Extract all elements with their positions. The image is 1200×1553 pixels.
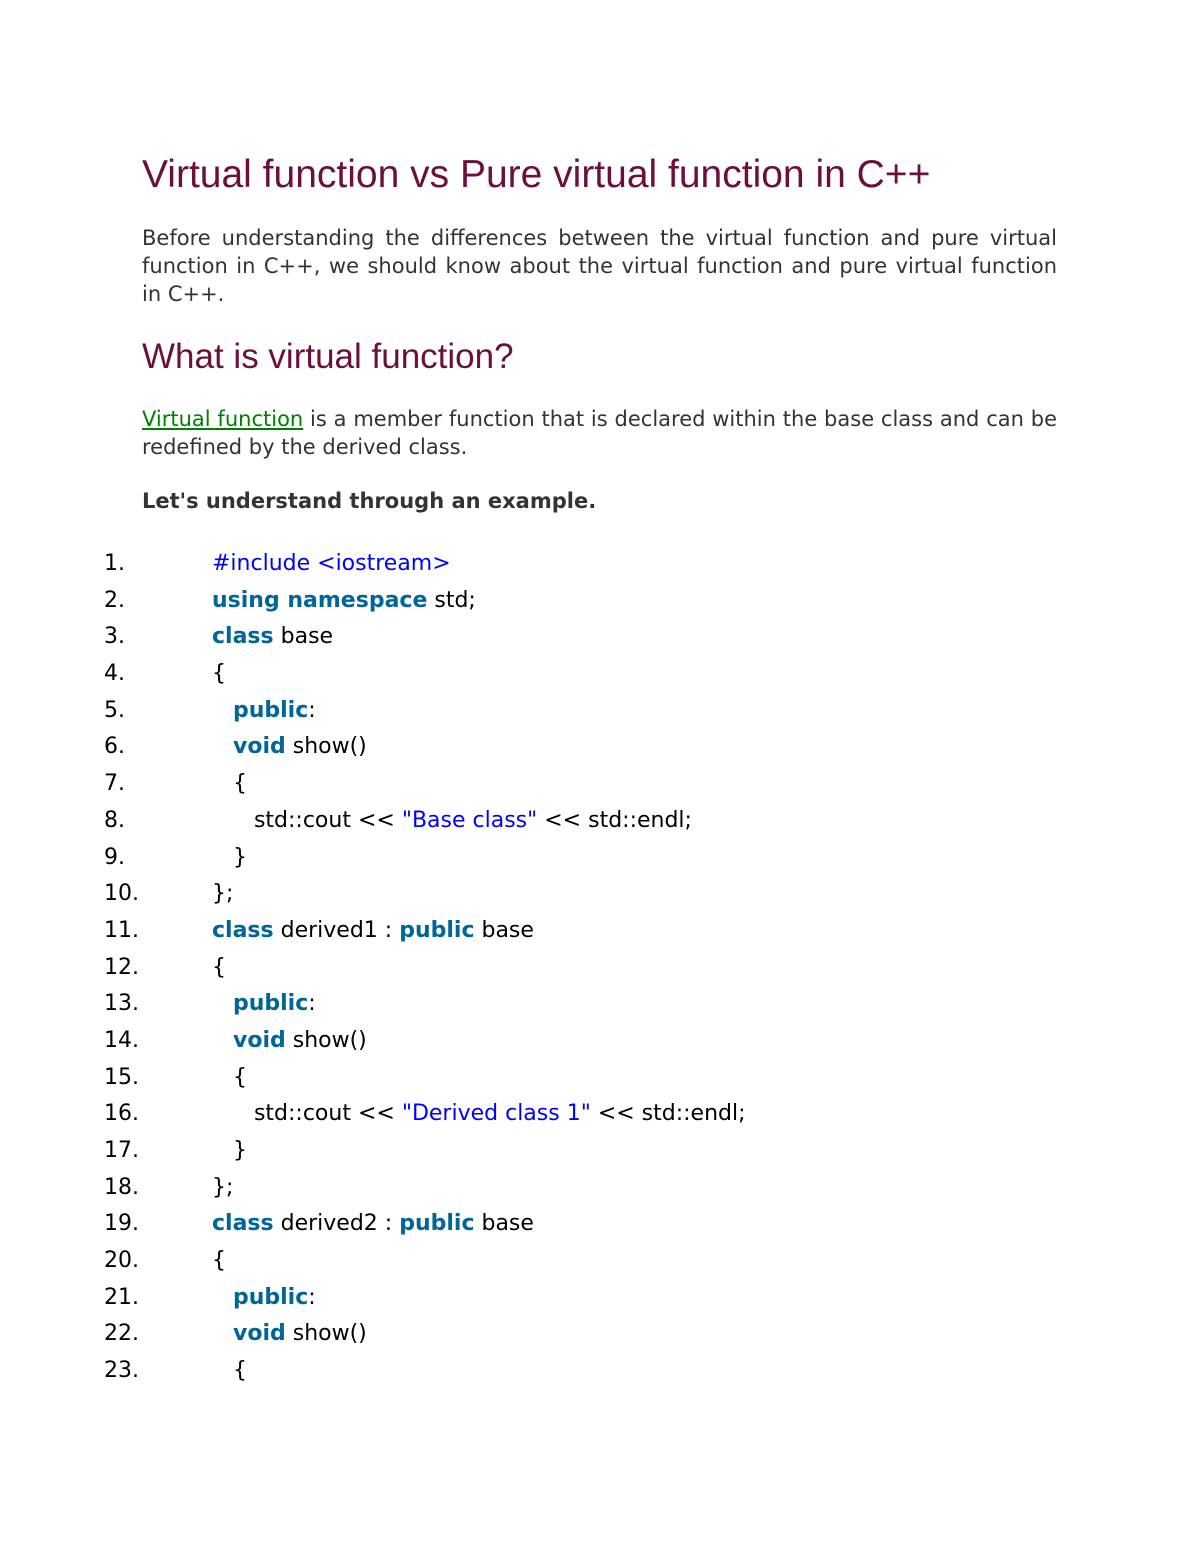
code-line [0, 803, 1200, 840]
section-heading: What is virtual function? [142, 337, 514, 376]
code-plain: base [273, 624, 334, 650]
code-keyword: void [232, 734, 286, 760]
code-plain [212, 1321, 233, 1346]
code-plain: << std::endl; [537, 807, 692, 833]
code-text [212, 693, 316, 730]
code-plain: base [474, 1211, 534, 1237]
code-text [212, 1133, 247, 1170]
code-plain: }; [212, 1174, 234, 1200]
code-preprocessor: #include <iostream> [212, 551, 451, 576]
code-keyword: public [232, 697, 309, 723]
code-plain: { [212, 1358, 247, 1384]
code-text [212, 1060, 247, 1097]
code-line [0, 840, 1200, 877]
line-number: 18. [104, 1174, 139, 1200]
code-plain: std; [427, 587, 476, 613]
code-plain: show() [285, 734, 367, 760]
code-plain: { [212, 1064, 247, 1090]
code-listing [0, 546, 1200, 1390]
code-line [0, 1280, 1200, 1317]
code-plain: std::cout << [212, 807, 402, 833]
line-number: 12. [104, 954, 139, 980]
line-number: 14. [104, 1027, 139, 1053]
code-keyword: public [399, 917, 475, 943]
code-text [212, 986, 316, 1023]
definition-paragraph [142, 405, 1057, 461]
code-text [212, 803, 692, 840]
code-plain: : [308, 697, 316, 723]
code-text [212, 1353, 247, 1390]
code-text [212, 1316, 367, 1353]
code-text [212, 583, 476, 620]
code-plain: { [212, 954, 226, 980]
code-plain: derived1 : [273, 917, 400, 943]
code-line [0, 1133, 1200, 1170]
code-text [212, 1243, 226, 1280]
code-keyword: public [232, 1284, 309, 1310]
code-text [212, 913, 534, 950]
line-number: 23. [104, 1358, 139, 1384]
line-number: 11. [104, 917, 139, 943]
line-number: 4. [104, 661, 125, 687]
code-keyword: class [212, 624, 274, 650]
line-number: 9. [104, 844, 125, 870]
example-lead: Let's understand through an example. [142, 489, 597, 513]
code-line [0, 729, 1200, 766]
code-plain: } [212, 1138, 247, 1163]
code-plain: }; [212, 881, 234, 907]
code-text [212, 766, 247, 803]
code-keyword: using namespace [212, 587, 428, 613]
line-number: 17. [104, 1138, 139, 1163]
code-keyword: void [232, 1321, 286, 1347]
code-line [0, 546, 1200, 583]
code-plain [212, 734, 233, 759]
line-number: 8. [104, 807, 125, 833]
code-line [0, 693, 1200, 730]
line-number: 3. [104, 624, 125, 650]
code-line [0, 1023, 1200, 1060]
line-number: 2. [104, 587, 125, 613]
code-text [212, 656, 226, 693]
code-keyword: void [232, 1027, 286, 1053]
line-number: 15. [104, 1064, 139, 1090]
code-line [0, 1243, 1200, 1280]
code-plain: base [474, 917, 534, 943]
code-plain [212, 1028, 233, 1053]
code-text [212, 876, 233, 913]
line-number: 6. [104, 734, 125, 760]
code-text [212, 1096, 746, 1133]
line-number: 16. [104, 1101, 139, 1127]
code-text [212, 840, 247, 877]
code-plain: : [308, 1284, 316, 1310]
code-text [212, 1280, 316, 1317]
code-text [212, 1023, 367, 1060]
code-plain [212, 1285, 233, 1310]
code-line [0, 1316, 1200, 1353]
line-number: 7. [104, 771, 125, 797]
code-line [0, 876, 1200, 913]
code-plain: } [212, 844, 247, 870]
code-string: "Base class" [401, 807, 538, 833]
line-number: 5. [104, 697, 125, 723]
code-plain: { [212, 661, 226, 687]
definition-text: is a member function that is declared within the base class and can be redefined by the derived class. [142, 407, 1057, 459]
code-plain: { [212, 1248, 226, 1274]
code-keyword: public [232, 991, 309, 1017]
intro-paragraph: Before understanding the differences between the virtual function and pure virtual function in C++, we should know about the virtual function and pure virtual function in C++. [142, 226, 1057, 306]
code-keyword: public [399, 1211, 475, 1237]
code-plain: : [308, 991, 316, 1017]
code-text [212, 1206, 534, 1243]
line-number: 13. [104, 991, 139, 1017]
code-line [0, 986, 1200, 1023]
virtual-function-link[interactable]: Virtual function [142, 407, 304, 431]
code-line [0, 583, 1200, 620]
code-plain: << std::endl; [590, 1101, 746, 1127]
code-line [0, 1206, 1200, 1243]
code-plain: derived2 : [273, 1211, 400, 1237]
line-number: 20. [104, 1248, 139, 1274]
code-line [0, 1353, 1200, 1390]
code-string: "Derived class 1" [401, 1101, 591, 1127]
code-line [0, 1096, 1200, 1133]
code-text [212, 1170, 233, 1207]
code-plain: { [212, 771, 247, 797]
line-number: 10. [104, 881, 139, 907]
code-text [212, 619, 333, 656]
code-line [0, 1170, 1200, 1207]
page-title: Virtual function vs Pure virtual function in C++ [142, 153, 931, 196]
code-line [0, 619, 1200, 656]
code-plain [212, 991, 233, 1016]
code-line [0, 913, 1200, 950]
code-line [0, 1060, 1200, 1097]
code-line [0, 766, 1200, 803]
line-number: 19. [104, 1211, 139, 1237]
code-plain [212, 698, 233, 723]
line-number: 21. [104, 1284, 139, 1310]
code-text [212, 729, 367, 766]
code-plain: show() [285, 1321, 367, 1347]
code-keyword: class [212, 917, 274, 943]
code-text [212, 950, 226, 987]
code-keyword: class [212, 1211, 274, 1237]
line-number: 22. [104, 1321, 139, 1347]
line-number: 1. [104, 551, 125, 576]
code-plain: std::cout << [212, 1101, 402, 1127]
code-line [0, 656, 1200, 693]
code-line [0, 950, 1200, 987]
code-text [212, 546, 451, 583]
code-plain: show() [285, 1027, 367, 1053]
